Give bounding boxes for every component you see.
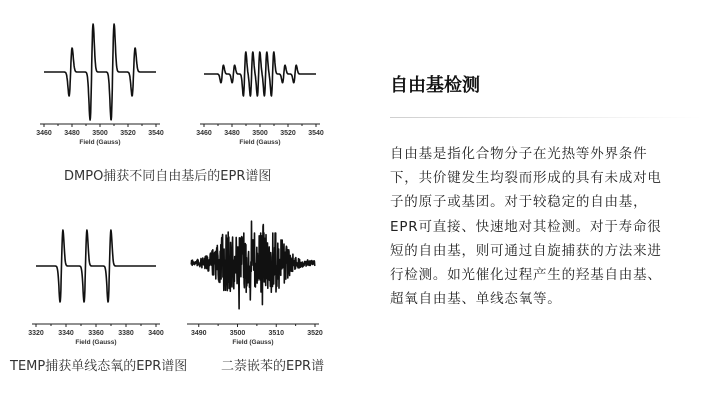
- section-paragraph: [390, 142, 690, 311]
- epr-chart-temp: [28, 208, 164, 344]
- x-tick-label: 3540: [148, 130, 164, 137]
- x-axis-label: Field (Gauss): [79, 139, 121, 146]
- x-tick-label: 3460: [196, 130, 212, 137]
- x-tick-label: 3480: [224, 130, 240, 137]
- x-tick-label: 3500: [229, 330, 246, 337]
- x-tick-label: 3480: [64, 130, 80, 137]
- paragraph-line: 下，共价键发生均裂而形成的具有未成对电: [390, 170, 662, 187]
- x-axis-label: Field (Gauss): [239, 139, 281, 146]
- x-tick-label: 3460: [36, 130, 52, 137]
- paragraph-line: EPR可直接、快速地对其检测。对于寿命很: [390, 218, 662, 235]
- section-title: 自由基检测: [390, 75, 480, 96]
- caption-temp: TEMP捕获单线态氧的EPR谱图: [10, 359, 188, 374]
- epr-chart-dmpo-1: [36, 14, 164, 146]
- paragraph-line: 行检测。如光催化过程产生的羟基自由基、: [390, 267, 662, 284]
- x-tick-label: 3540: [308, 130, 324, 137]
- paragraph-line: 超氧自由基、单线态氧等。: [390, 291, 562, 308]
- x-tick-label: 3520: [120, 130, 136, 137]
- paragraph-line: 子的原子或基团。对于较稳定的自由基，: [390, 194, 648, 211]
- title-divider: [390, 117, 702, 118]
- caption-dmpo: DMPO捕获不同自由基后的EPR谱图: [64, 169, 272, 184]
- x-tick-label: 3500: [252, 130, 268, 137]
- x-axis-label: Field (Gauss): [232, 339, 274, 346]
- x-tick-label: 3400: [148, 330, 164, 337]
- paragraph-line: 短的自由基，则可通过自旋捕获的方法来进: [390, 242, 662, 259]
- epr-spectrum-line: [36, 230, 156, 302]
- x-tick-label: 3510: [268, 330, 285, 337]
- x-tick-label: 3500: [92, 130, 108, 137]
- x-tick-label: 3520: [307, 330, 323, 337]
- x-tick-label: 3380: [118, 330, 134, 337]
- x-tick-label: 3490: [190, 330, 207, 337]
- x-tick-label: 3320: [28, 330, 44, 337]
- x-axis-label: Field (Gauss): [75, 339, 117, 346]
- epr-spectrum-line: [204, 52, 316, 96]
- epr-spectrum-line: [44, 24, 156, 120]
- x-tick-label: 3360: [88, 330, 104, 337]
- paragraph-line: 自由基是指化合物分子在光热等外界条件: [390, 146, 648, 162]
- epr-spectrum-line: [191, 221, 315, 309]
- caption-perylene: 二萘嵌苯的EPR谱: [221, 359, 325, 374]
- epr-chart-dmpo-2: [196, 14, 324, 146]
- x-tick-label: 3520: [280, 130, 296, 137]
- epr-chart-perylene: [183, 208, 323, 344]
- x-tick-label: 3340: [58, 330, 74, 337]
